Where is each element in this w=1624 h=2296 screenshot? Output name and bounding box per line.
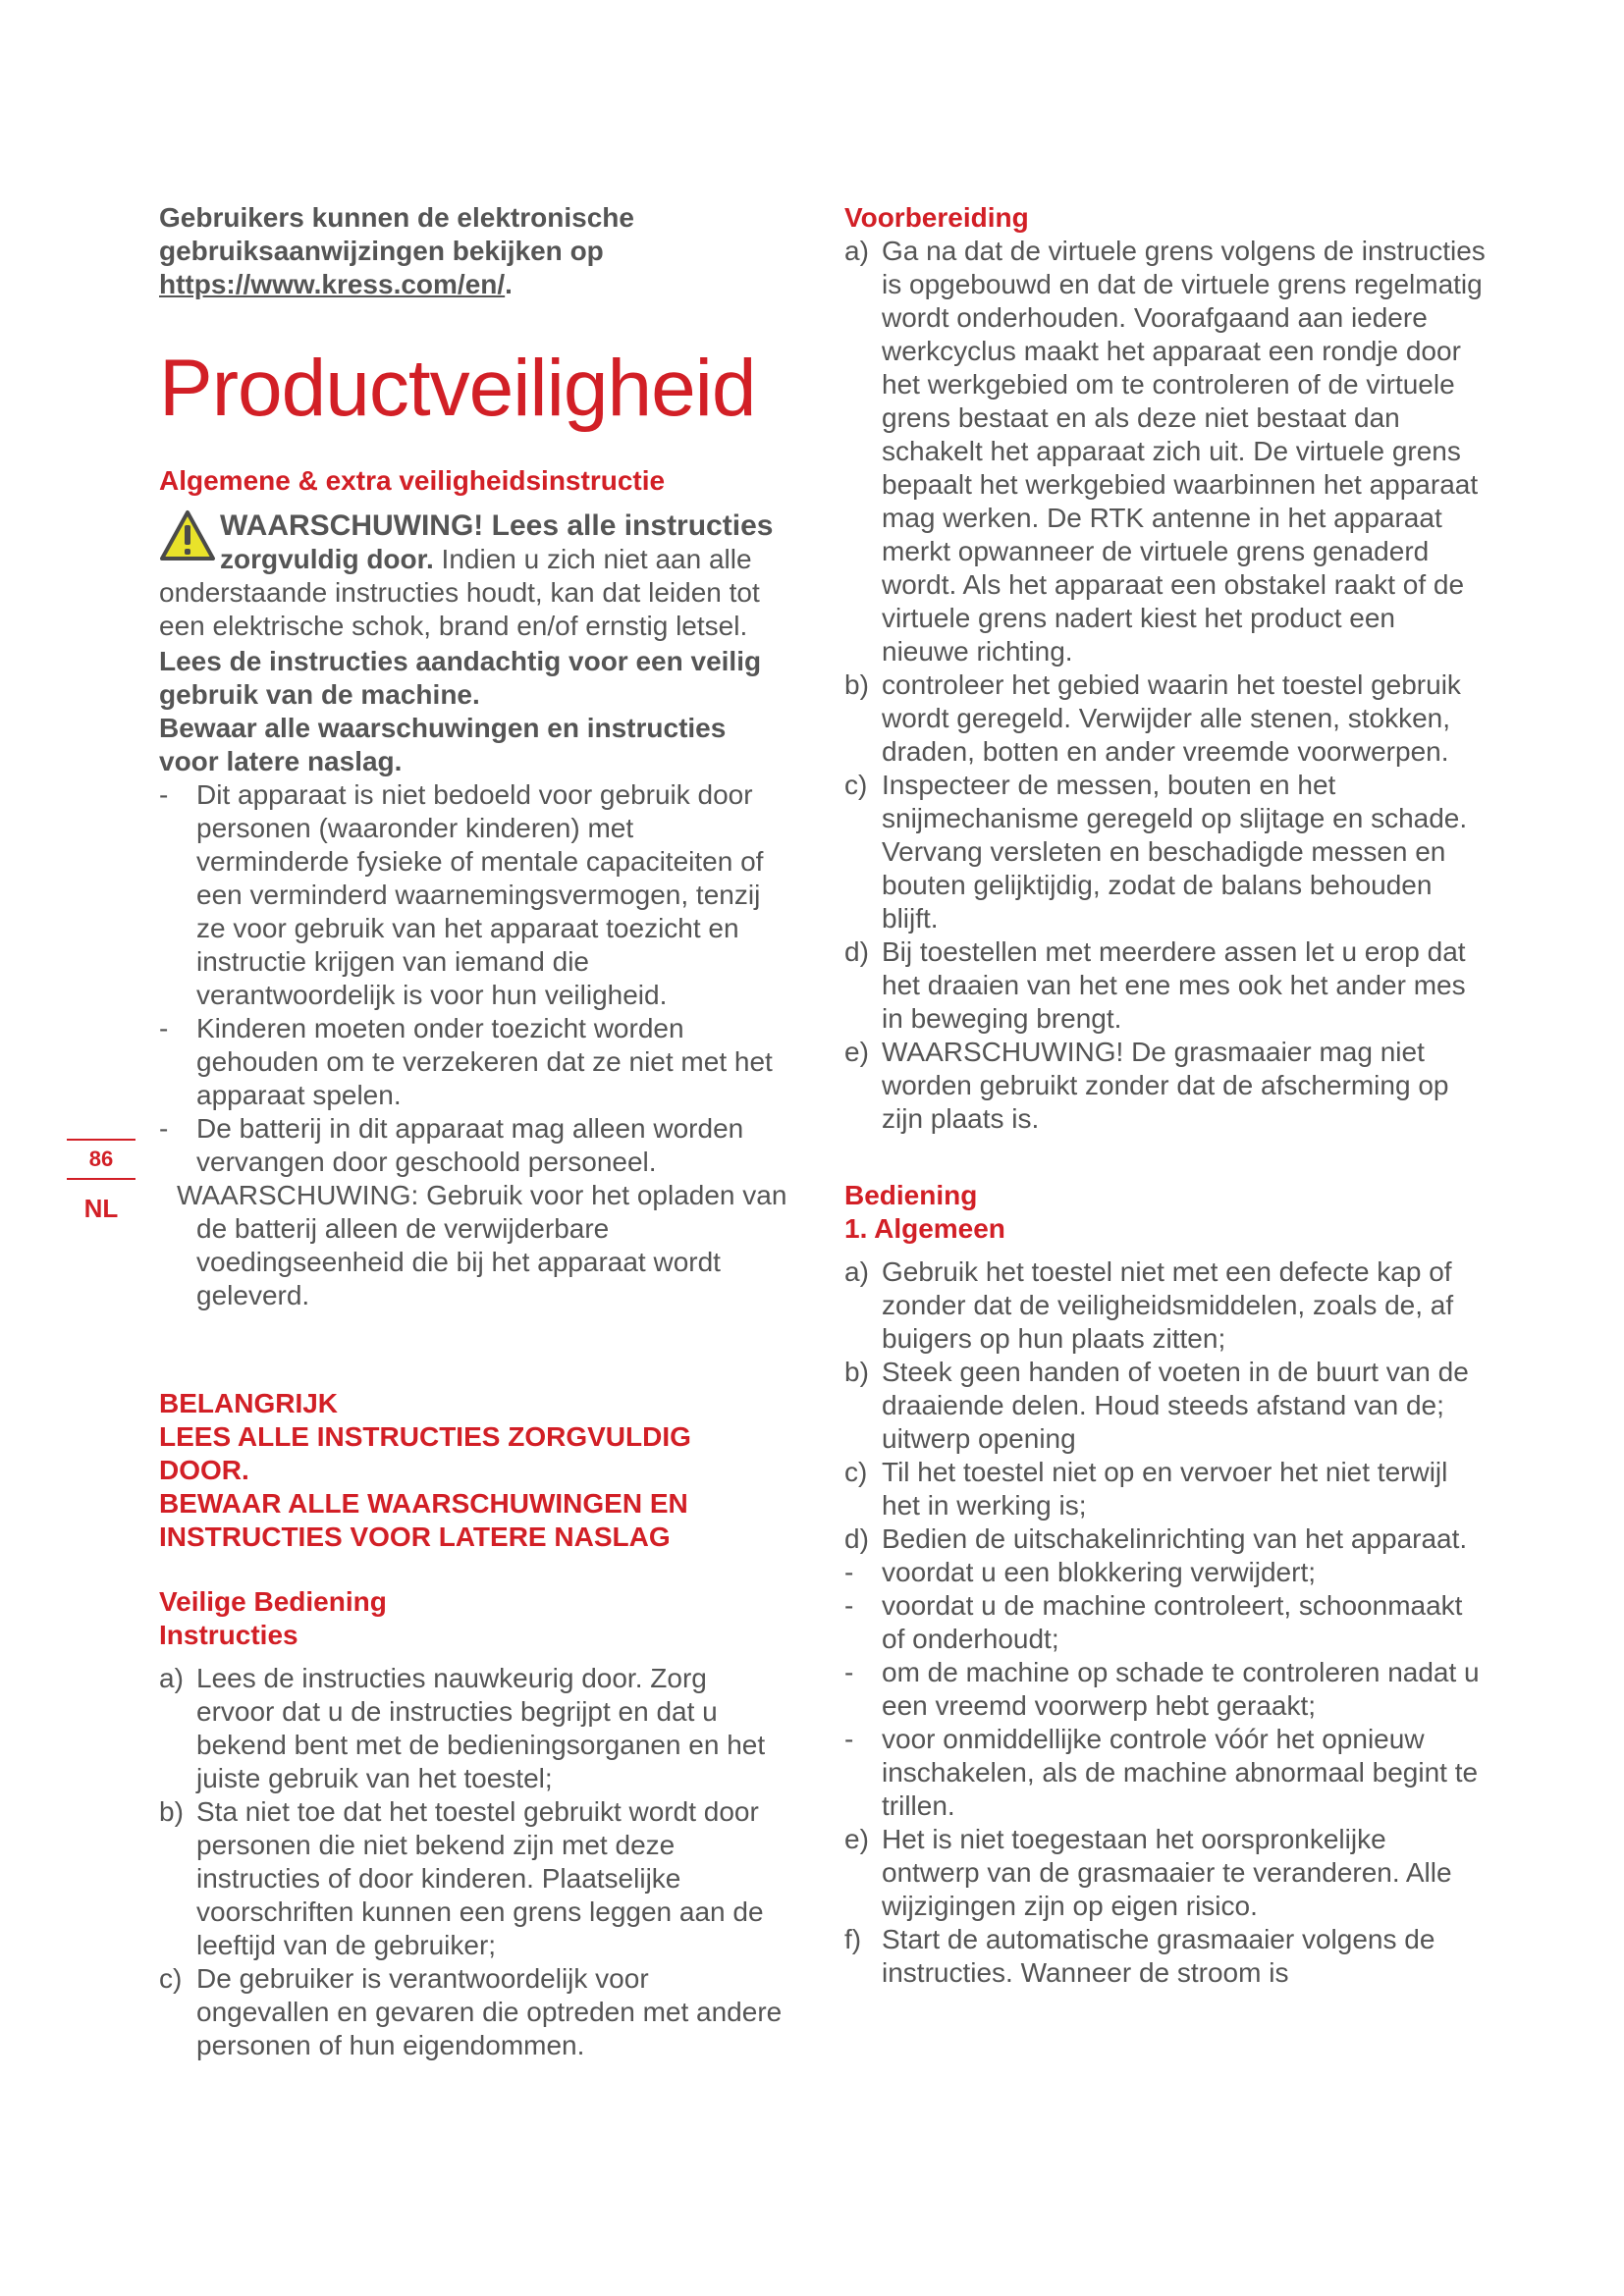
list-item: a) Ga na dat de virtuele grens volgens de instructies is opgebouwd en dat de virtuele grens regelmatig wordt onderhouden. Voorafgaand aan iedere werkcyclus maakt het apparaat een rondje door het werkgebied om te controleren of de virtuele grens bestaat en als deze niet bestaat dan schakelt het apparaat zich uit. De virtuele grens bepaalt het werkgebied waarbinnen het apparaat mag werken. De RTK antenne in het apparaat merkt opwanneer de virtuele grens genaderd wordt. Als het apparaat een obstakel raakt of de virtuele grens nadert kiest het product een nieuwe richting. — [844, 236, 1486, 667]
general-safety-heading: Algemene & extra veiligheidsinstructie — [159, 465, 666, 496]
preparation-list — [844, 235, 1488, 1136]
list-item: - Dit apparaat is niet bedoeld voor gebruik door personen (waaronder kinderen) met verminderde fysieke of mentale capaciteiten of een verminderd waarnemingsvermogen, tenzij ze voor gebruik van het apparaat toezicht en instructie krijgen van iemand die verantwoordelijk is voor hun veiligheid. — [159, 779, 764, 1010]
important-block: BELANGRIJK LEES ALLE INSTRUCTIES ZORGVULDIG DOOR. BEWAAR ALLE WAARSCHUWINGEN EN INSTRUCTIES VOOR LATERE NASLAG — [159, 1388, 691, 1552]
page-number: 86 — [67, 1139, 135, 1180]
left-column — [159, 201, 787, 2062]
list-item: a) Gebruik het toestel niet met een defecte kap of zonder dat de veiligheidsmiddelen, zoals de, af buigers op hun plaats zitten; — [844, 1256, 1454, 1354]
list-item: b) Sta niet toe dat het toestel gebruikt wordt door personen die niet bekend zijn met deze instructies of door kinderen. Plaatselijke voorschriften kunnen een grens leggen aan de leeftijd van de gebruiker; — [159, 1796, 764, 1960]
charging-warning: WAARSCHUWING: Gebruik voor het opladen van de batterij alleen de verwijderbare voedingseenheid die bij het apparaat wordt geleverd. — [177, 1180, 787, 1310]
general-warning: WAARSCHUWING! Lees alle instructies zorgvuldig door. Indien u zich niet aan alle onderstaande instructies houdt, kan dat leiden tot een elektrische schok, brand en/of ernstig letsel. — [159, 509, 774, 641]
page-marker — [67, 1139, 135, 1224]
list-item: d) Bij toestellen met meerdere assen let u erop dat het draaien van het ene mes ook het ander mes in beweging brengt. — [844, 936, 1466, 1034]
list-item: f) Start de automatische grasmaaier volgens de instructies. Wanneer de stroom is — [844, 1924, 1435, 1988]
warning-icon — [159, 509, 216, 562]
list-item: - voordat u de machine controleert, schoonmaakt of onderhoudt; — [844, 1590, 1463, 1654]
keep-instructions-note: Bewaar alle waarschuwingen en instructies voor latere naslag. — [159, 713, 727, 776]
general-subheading: 1. Algemeen — [844, 1213, 1005, 1244]
list-item: b) controleer het gebied waarin het toestel gebruik wordt geregeld. Verwijder alle stenen, stokken, draden, botten en ander vreemde voorwerpen. — [844, 669, 1461, 767]
preparation-heading: Voorbereiding — [844, 202, 1029, 233]
list-item: a) Lees de instructies nauwkeurig door. Zorg ervoor dat u de instructies begrijpt en dat u bekend bent met de bedieningsorganen en het juiste gebruik van het toestel; — [159, 1663, 766, 1793]
kress-link[interactable]: https://www.kress.com/en/ — [159, 269, 506, 299]
list-item: - De batterij in dit apparaat mag alleen worden vervangen door geschoold personeel. — [159, 1113, 744, 1177]
list-item: - om de machine op schade te controleren nadat u een vreemd voorwerp hebt geraakt; — [844, 1657, 1480, 1721]
list-item: d) Bedien de uitschakelinrichting van het apparaat. — [844, 1523, 1468, 1554]
intro-text: Gebruikers kunnen de elektronische gebruiksaanwijzingen bekijken op https://www.kress.com/en/. — [159, 202, 634, 299]
safe-list — [159, 1662, 787, 2062]
safe-operation-heading: Veilige Bediening — [159, 1586, 387, 1617]
operation-list — [844, 1255, 1488, 1990]
list-item: c) Til het toestel niet op en vervoer het niet terwijl het in werking is; — [844, 1457, 1448, 1521]
instructions-subheading: Instructies — [159, 1620, 298, 1650]
list-item: b) Steek geen handen of voeten in de buurt van de draaiende delen. Houd steeds afstand van de; uitwerp opening — [844, 1357, 1469, 1454]
operation-heading: Bediening — [844, 1180, 978, 1210]
list-item: - voor onmiddellijke controle vóór het opnieuw inschakelen, als de machine abnormaal begint te trillen. — [844, 1724, 1479, 1821]
dash-list — [159, 778, 787, 1179]
list-item: - voordat u een blokkering verwijdert; — [844, 1557, 1317, 1587]
page-title: Productveiligheid — [159, 344, 756, 433]
language-code: NL — [83, 1194, 119, 1223]
read-instructions-note: Lees de instructies aandachtig voor een veilig gebruik van de machine. — [159, 646, 762, 710]
list-item: c) De gebruiker is verantwoordelijk voor ongevallen en gevaren die optreden met andere personen of hun eigendommen. — [159, 1963, 783, 2060]
list-item: e) WAARSCHUWING! De grasmaaier mag niet worden gebruikt zonder dat de afscherming op zijn plaats is. — [844, 1037, 1449, 1134]
list-item: - Kinderen moeten onder toezicht worden gehouden om te verzekeren dat ze niet met het apparaat spelen. — [159, 1013, 773, 1110]
list-item: c) Inspecteer de messen, bouten en het snijmechanisme geregeld op slijtage en schade. Vervang versleten en beschadigde messen en bouten gelijktijdig, zodat de balans behouden blijft. — [844, 770, 1468, 934]
right-column — [844, 201, 1488, 1990]
list-item: e) Het is niet toegestaan het oorspronkelijke ontwerp van de grasmaaier te veranderen. Alle wijzigingen zijn op eigen risico. — [844, 1824, 1452, 1921]
